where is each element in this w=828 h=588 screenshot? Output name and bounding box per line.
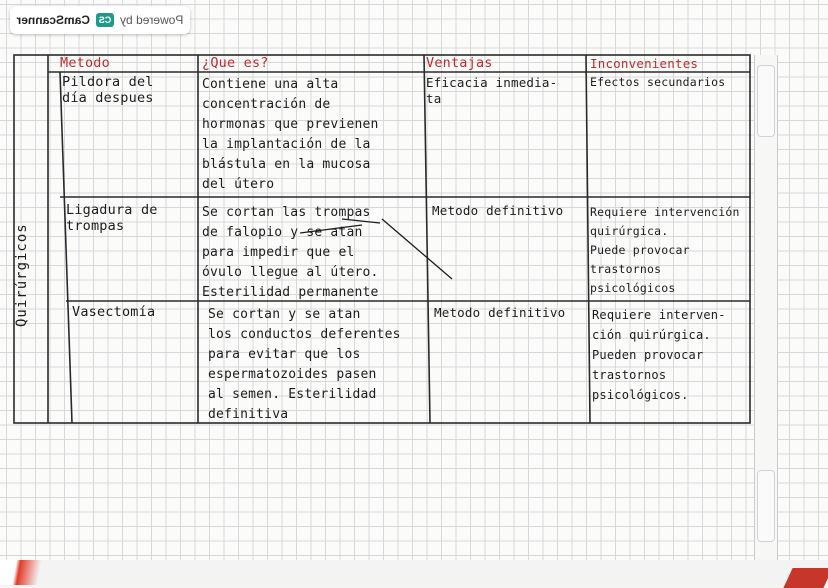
page-edge — [0, 560, 828, 585]
watermark-prefix: Powered by — [120, 13, 184, 27]
contraceptive-methods-table — [12, 53, 752, 428]
camscanner-watermark — [10, 6, 190, 34]
binder-slot — [757, 470, 775, 542]
row3-disadvantages: Requiere interven- ción quirúrgica. Pueden provocar trastornos psicológicos. — [592, 308, 726, 402]
row2-disadvantages: Requiere intervención quirúrgica. Puede provocar trastornos psicológicos — [590, 205, 740, 295]
header-method: Metodo — [60, 55, 110, 71]
category-label-quirurgicos: Quirúrgicos — [14, 223, 30, 327]
row1-advantages: Eficacia inmedia- ta — [426, 75, 558, 106]
row1-method: Pildora del día despues — [62, 74, 154, 106]
row2-what: Se cortan las trompas de falopio y se atan para impedir que el óvulo llegue al útero. Esterilidad permanente — [202, 205, 379, 300]
camscanner-logo-icon: CS — [96, 13, 114, 27]
row2-advantages: Metodo definitivo — [432, 203, 564, 218]
binder-slot — [757, 65, 775, 137]
header-what: ¿Que es? — [202, 55, 269, 71]
row3-method: Vasectomía — [72, 304, 156, 320]
row1-disadvantages: Efectos secundarios — [590, 75, 726, 89]
row1-what: Contiene una alta concentración de hormonas que previenen la implantación de la blástula en la mucosa del útero — [202, 77, 379, 192]
binder-strip — [754, 55, 778, 565]
header-advantages: Ventajas — [426, 55, 493, 71]
watermark-brand: CamScanner — [16, 13, 90, 27]
header-disadvantages: Inconvenientes — [590, 56, 699, 71]
row3-advantages: Metodo definitivo — [434, 305, 566, 320]
row2-method: Ligadura de trompas — [66, 202, 158, 234]
row3-what: Se cortan y se atan los conductos deferentes para evitar que los espermatozoides pasen al semen. Esterilidad definitiva — [208, 307, 401, 422]
